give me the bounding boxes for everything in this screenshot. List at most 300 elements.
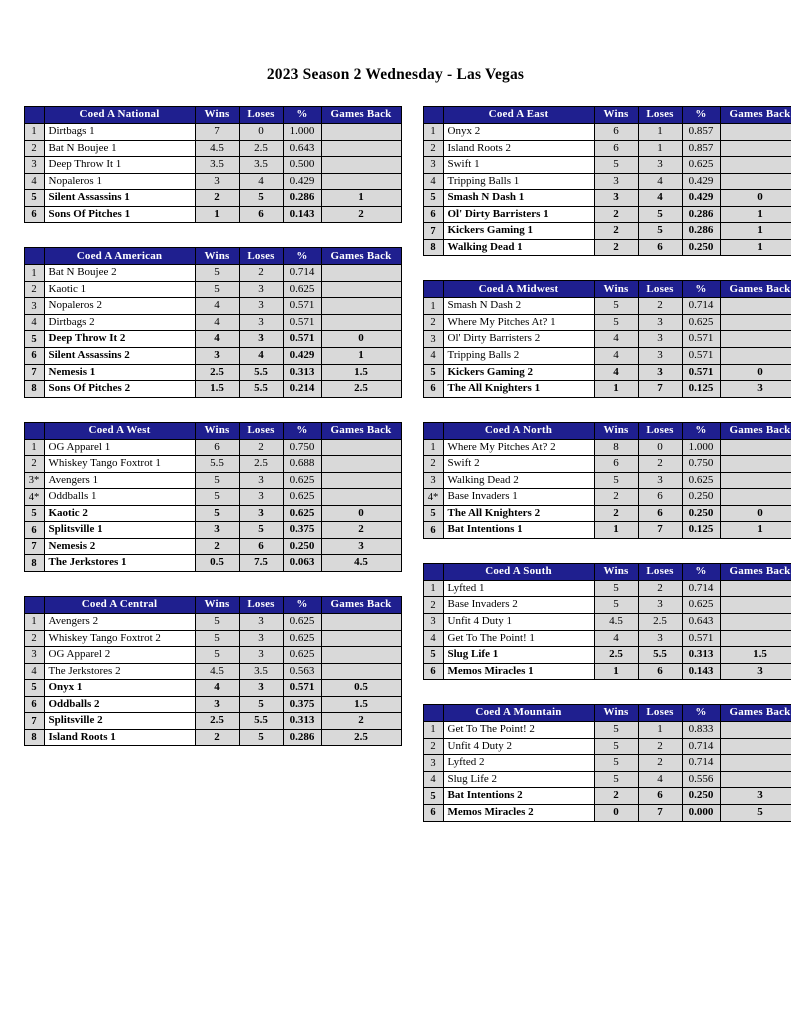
header-loses: Loses xyxy=(638,281,682,298)
cell-wins: 2 xyxy=(195,190,239,207)
cell-loses: 2 xyxy=(239,439,283,456)
cell-wins: 1 xyxy=(594,663,638,680)
cell-games-back xyxy=(321,647,401,664)
cell-rank: 3* xyxy=(24,472,44,489)
cell-rank: 6 xyxy=(423,804,443,821)
cell-rank: 2 xyxy=(24,456,44,473)
table-row xyxy=(423,804,791,821)
cell-team: Whiskey Tango Foxtrot 2 xyxy=(44,630,195,647)
cell-pct: 0.750 xyxy=(283,439,321,456)
cell-rank: 1 xyxy=(24,439,44,456)
standings-table xyxy=(423,422,791,539)
cell-games-back: 1 xyxy=(321,348,401,365)
cell-team: Splitsville 2 xyxy=(44,713,195,730)
header-division: Coed A National xyxy=(44,107,195,124)
cell-games-back: 1 xyxy=(720,206,791,223)
cell-rank: 6 xyxy=(24,696,44,713)
cell-loses: 3 xyxy=(638,157,682,174)
cell-loses: 3.5 xyxy=(239,157,283,174)
cell-wins: 3 xyxy=(195,173,239,190)
cell-wins: 2 xyxy=(594,206,638,223)
cell-loses: 3 xyxy=(239,331,283,348)
table-row xyxy=(423,173,791,190)
cell-games-back xyxy=(321,472,401,489)
cell-wins: 5.5 xyxy=(195,456,239,473)
cell-team: Island Roots 1 xyxy=(44,729,195,746)
cell-games-back xyxy=(720,630,791,647)
header-loses: Loses xyxy=(239,248,283,265)
header-division: Coed A South xyxy=(443,563,594,580)
cell-pct: 0.429 xyxy=(283,348,321,365)
header-rank xyxy=(24,422,44,439)
cell-loses: 5 xyxy=(239,190,283,207)
cell-team: Smash N Dash 2 xyxy=(443,298,594,315)
cell-games-back xyxy=(321,614,401,631)
cell-wins: 5 xyxy=(594,580,638,597)
cell-loses: 1 xyxy=(638,722,682,739)
cell-games-back xyxy=(720,472,791,489)
table-header-row xyxy=(24,248,401,265)
cell-pct: 0.625 xyxy=(283,614,321,631)
cell-games-back xyxy=(720,580,791,597)
header-rank xyxy=(423,705,443,722)
header-wins: Wins xyxy=(594,705,638,722)
cell-pct: 0.375 xyxy=(283,696,321,713)
cell-loses: 3 xyxy=(239,298,283,315)
cell-pct: 0.250 xyxy=(682,489,720,506)
cell-wins: 3 xyxy=(195,522,239,539)
cell-rank: 6 xyxy=(24,206,44,223)
cell-games-back: 2.5 xyxy=(321,729,401,746)
cell-games-back xyxy=(321,439,401,456)
cell-rank: 4 xyxy=(24,314,44,331)
table-row xyxy=(24,173,401,190)
cell-team: Unfit 4 Duty 2 xyxy=(443,738,594,755)
cell-loses: 7 xyxy=(638,381,682,398)
cell-team: Whiskey Tango Foxtrot 1 xyxy=(44,456,195,473)
cell-games-back: 0.5 xyxy=(321,680,401,697)
table-row xyxy=(423,223,791,240)
cell-pct: 0.714 xyxy=(682,298,720,315)
cell-games-back: 3 xyxy=(720,381,791,398)
cell-wins: 5 xyxy=(195,614,239,631)
table-row xyxy=(24,555,401,572)
cell-games-back xyxy=(720,738,791,755)
cell-team: OG Apparel 1 xyxy=(44,439,195,456)
cell-games-back xyxy=(720,140,791,157)
cell-pct: 0.571 xyxy=(283,331,321,348)
table-row xyxy=(423,456,791,473)
cell-pct: 0.571 xyxy=(682,630,720,647)
page-title: 2023 Season 2 Wednesday - Las Vegas xyxy=(266,66,525,83)
cell-pct: 0.571 xyxy=(682,364,720,381)
cell-pct: 0.313 xyxy=(283,713,321,730)
cell-games-back xyxy=(321,140,401,157)
cell-games-back: 2 xyxy=(321,713,401,730)
cell-team: Base Invaders 1 xyxy=(443,489,594,506)
cell-team: Island Roots 2 xyxy=(443,140,594,157)
cell-games-back: 0 xyxy=(720,505,791,522)
cell-pct: 0.125 xyxy=(682,381,720,398)
cell-rank: 6 xyxy=(24,348,44,365)
cell-rank: 4 xyxy=(423,348,443,365)
cell-rank: 7 xyxy=(24,538,44,555)
table-row xyxy=(423,722,791,739)
cell-rank: 3 xyxy=(423,157,443,174)
cell-games-back xyxy=(321,265,401,282)
cell-rank: 7 xyxy=(24,713,44,730)
cell-pct: 0.556 xyxy=(682,771,720,788)
cell-wins: 0 xyxy=(594,804,638,821)
cell-rank: 4 xyxy=(423,771,443,788)
cell-wins: 5 xyxy=(594,771,638,788)
header-wins: Wins xyxy=(594,563,638,580)
cell-loses: 6 xyxy=(239,538,283,555)
cell-pct: 1.000 xyxy=(283,124,321,141)
table-row xyxy=(423,439,791,456)
table-row xyxy=(423,298,791,315)
table-row xyxy=(24,456,401,473)
cell-loses: 3 xyxy=(239,647,283,664)
cell-team: Sons Of Pitches 2 xyxy=(44,381,195,398)
left-column xyxy=(24,106,392,846)
header-loses: Loses xyxy=(239,422,283,439)
cell-pct: 0.643 xyxy=(682,614,720,631)
table-row xyxy=(24,663,401,680)
cell-rank: 8 xyxy=(24,729,44,746)
cell-rank: 6 xyxy=(423,522,443,539)
header-wins: Wins xyxy=(195,422,239,439)
cell-team: The Jerkstores 1 xyxy=(44,555,195,572)
cell-team: Where My Pitches At? 2 xyxy=(443,439,594,456)
cell-team: Deep Throw It 1 xyxy=(44,157,195,174)
cell-rank: 5 xyxy=(423,788,443,805)
cell-pct: 0.714 xyxy=(682,755,720,772)
table-row xyxy=(423,663,791,680)
cell-rank: 3 xyxy=(423,614,443,631)
header-games-back: Games Back xyxy=(321,107,401,124)
table-row xyxy=(24,381,401,398)
cell-team: Walking Dead 1 xyxy=(443,239,594,256)
cell-loses: 2 xyxy=(638,456,682,473)
cell-wins: 5 xyxy=(594,472,638,489)
cell-team: Memos Miracles 2 xyxy=(443,804,594,821)
cell-team: Kickers Gaming 1 xyxy=(443,223,594,240)
cell-rank: 2 xyxy=(24,140,44,157)
table-row xyxy=(423,314,791,331)
cell-games-back: 4.5 xyxy=(321,555,401,572)
table-row xyxy=(423,580,791,597)
cell-wins: 3 xyxy=(195,348,239,365)
cell-pct: 0.571 xyxy=(682,348,720,365)
cell-rank: 3 xyxy=(24,647,44,664)
cell-pct: 0.571 xyxy=(283,680,321,697)
cell-wins: 5 xyxy=(195,489,239,506)
cell-team: Onyx 1 xyxy=(44,680,195,697)
table-row xyxy=(24,157,401,174)
header-games-back: Games Back xyxy=(321,422,401,439)
cell-pct: 0.143 xyxy=(682,663,720,680)
cell-loses: 3 xyxy=(638,314,682,331)
header-wins: Wins xyxy=(594,281,638,298)
cell-wins: 0.5 xyxy=(195,555,239,572)
cell-pct: 0.625 xyxy=(682,597,720,614)
cell-games-back xyxy=(321,630,401,647)
cell-wins: 4.5 xyxy=(594,614,638,631)
header-games-back: Games Back xyxy=(720,563,791,580)
cell-team: Bat Intentions 2 xyxy=(443,788,594,805)
cell-games-back xyxy=(321,281,401,298)
table-row xyxy=(24,364,401,381)
cell-rank: 6 xyxy=(24,522,44,539)
standings-table xyxy=(423,704,791,821)
header-rank xyxy=(423,563,443,580)
cell-games-back: 1 xyxy=(321,190,401,207)
table-row xyxy=(24,472,401,489)
cell-wins: 2 xyxy=(195,538,239,555)
cell-pct: 0.063 xyxy=(283,555,321,572)
table-row xyxy=(423,381,791,398)
cell-rank: 2 xyxy=(423,140,443,157)
cell-rank: 1 xyxy=(423,124,443,141)
cell-pct: 0.429 xyxy=(682,190,720,207)
cell-loses: 1 xyxy=(638,124,682,141)
table-header-row xyxy=(24,597,401,614)
cell-wins: 4 xyxy=(195,314,239,331)
cell-wins: 5 xyxy=(594,597,638,614)
header-rank xyxy=(423,422,443,439)
table-row xyxy=(423,771,791,788)
cell-pct: 0.714 xyxy=(283,265,321,282)
cell-wins: 3 xyxy=(594,173,638,190)
cell-rank: 4 xyxy=(24,663,44,680)
cell-wins: 5 xyxy=(195,265,239,282)
cell-games-back xyxy=(720,331,791,348)
cell-games-back: 0 xyxy=(321,331,401,348)
table-row xyxy=(423,140,791,157)
cell-rank: 3 xyxy=(423,331,443,348)
cell-loses: 7.5 xyxy=(239,555,283,572)
cell-loses: 6 xyxy=(239,206,283,223)
table-row xyxy=(24,206,401,223)
cell-rank: 1 xyxy=(24,614,44,631)
cell-pct: 0.625 xyxy=(283,472,321,489)
cell-wins: 5 xyxy=(195,647,239,664)
header-division: Coed A East xyxy=(443,107,594,124)
table-row xyxy=(24,265,401,282)
cell-rank: 3 xyxy=(423,472,443,489)
table-row xyxy=(24,439,401,456)
cell-games-back xyxy=(720,173,791,190)
cell-team: Oddballs 1 xyxy=(44,489,195,506)
cell-wins: 5 xyxy=(195,281,239,298)
cell-wins: 6 xyxy=(594,124,638,141)
cell-wins: 4 xyxy=(594,630,638,647)
table-row xyxy=(24,729,401,746)
header-rank xyxy=(24,248,44,265)
cell-team: Slug Life 1 xyxy=(443,647,594,664)
cell-loses: 2 xyxy=(638,738,682,755)
cell-loses: 3 xyxy=(239,614,283,631)
cell-games-back: 0 xyxy=(720,190,791,207)
cell-pct: 0.571 xyxy=(283,314,321,331)
cell-rank: 4 xyxy=(423,630,443,647)
header-pct: % xyxy=(283,422,321,439)
header-games-back: Games Back xyxy=(720,705,791,722)
header-pct: % xyxy=(682,422,720,439)
cell-team: Nemesis 2 xyxy=(44,538,195,555)
cell-wins: 1.5 xyxy=(195,381,239,398)
table-row xyxy=(423,331,791,348)
cell-team: The Jerkstores 2 xyxy=(44,663,195,680)
cell-team: Lyfted 2 xyxy=(443,755,594,772)
cell-loses: 3 xyxy=(638,364,682,381)
header-wins: Wins xyxy=(195,597,239,614)
cell-pct: 0.625 xyxy=(283,647,321,664)
cell-wins: 2 xyxy=(594,239,638,256)
table-row xyxy=(423,647,791,664)
cell-wins: 1 xyxy=(594,522,638,539)
table-header-row xyxy=(423,422,791,439)
cell-rank: 3 xyxy=(24,157,44,174)
table-row xyxy=(24,124,401,141)
header-division: Coed A Mountain xyxy=(443,705,594,722)
cell-team: Kaotic 1 xyxy=(44,281,195,298)
cell-loses: 4 xyxy=(638,190,682,207)
table-row xyxy=(24,647,401,664)
cell-loses: 4 xyxy=(638,173,682,190)
cell-games-back: 3 xyxy=(321,538,401,555)
table-row xyxy=(24,140,401,157)
table-row xyxy=(24,696,401,713)
table-row xyxy=(24,298,401,315)
cell-wins: 2 xyxy=(195,729,239,746)
table-row xyxy=(24,630,401,647)
header-pct: % xyxy=(283,248,321,265)
cell-team: Dirtbags 1 xyxy=(44,124,195,141)
cell-wins: 5 xyxy=(594,722,638,739)
cell-games-back xyxy=(321,314,401,331)
header-division: Coed A Central xyxy=(44,597,195,614)
cell-loses: 3 xyxy=(638,630,682,647)
header-pct: % xyxy=(682,281,720,298)
cell-rank: 5 xyxy=(423,190,443,207)
cell-pct: 0.643 xyxy=(283,140,321,157)
cell-wins: 4 xyxy=(594,364,638,381)
header-wins: Wins xyxy=(195,248,239,265)
cell-loses: 4 xyxy=(239,348,283,365)
cell-games-back xyxy=(720,348,791,365)
cell-pct: 1.000 xyxy=(682,439,720,456)
header-pct: % xyxy=(682,705,720,722)
table-header-row xyxy=(24,422,401,439)
cell-loses: 6 xyxy=(638,489,682,506)
cell-pct: 0.750 xyxy=(682,456,720,473)
cell-wins: 4.5 xyxy=(195,663,239,680)
cell-rank: 3 xyxy=(423,755,443,772)
cell-rank: 2 xyxy=(423,456,443,473)
cell-games-back: 2 xyxy=(321,522,401,539)
cell-rank: 4* xyxy=(24,489,44,506)
table-row xyxy=(24,505,401,522)
header-loses: Loses xyxy=(638,563,682,580)
header-division: Coed A American xyxy=(44,248,195,265)
cell-pct: 0.313 xyxy=(283,364,321,381)
cell-games-back xyxy=(720,456,791,473)
cell-pct: 0.143 xyxy=(283,206,321,223)
cell-wins: 2.5 xyxy=(195,713,239,730)
cell-team: Get To The Point! 1 xyxy=(443,630,594,647)
cell-loses: 6 xyxy=(638,505,682,522)
cell-team: Splitsville 1 xyxy=(44,522,195,539)
cell-loses: 5.5 xyxy=(638,647,682,664)
cell-wins: 4.5 xyxy=(195,140,239,157)
cell-team: The All Knighters 2 xyxy=(443,505,594,522)
table-row xyxy=(423,472,791,489)
cell-wins: 4 xyxy=(195,680,239,697)
cell-team: Walking Dead 2 xyxy=(443,472,594,489)
table-row xyxy=(423,522,791,539)
cell-pct: 0.429 xyxy=(283,173,321,190)
cell-games-back xyxy=(720,157,791,174)
cell-games-back xyxy=(720,614,791,631)
cell-pct: 0.313 xyxy=(682,647,720,664)
cell-team: Smash N Dash 1 xyxy=(443,190,594,207)
cell-games-back: 3 xyxy=(720,788,791,805)
cell-loses: 3 xyxy=(239,314,283,331)
cell-pct: 0.625 xyxy=(283,505,321,522)
cell-loses: 5 xyxy=(638,206,682,223)
header-games-back: Games Back xyxy=(720,107,791,124)
table-row xyxy=(423,630,791,647)
cell-wins: 2.5 xyxy=(594,647,638,664)
cell-pct: 0.000 xyxy=(682,804,720,821)
table-row xyxy=(24,348,401,365)
table-row xyxy=(24,314,401,331)
cell-games-back xyxy=(720,597,791,614)
table-row xyxy=(24,489,401,506)
cell-rank: 5 xyxy=(423,505,443,522)
cell-games-back xyxy=(720,755,791,772)
standings-table xyxy=(423,280,791,397)
cell-wins: 5 xyxy=(594,314,638,331)
cell-pct: 0.563 xyxy=(283,663,321,680)
header-loses: Loses xyxy=(638,107,682,124)
header-rank xyxy=(423,107,443,124)
cell-rank: 2 xyxy=(24,630,44,647)
cell-pct: 0.286 xyxy=(682,206,720,223)
cell-wins: 4 xyxy=(594,348,638,365)
cell-team: OG Apparel 2 xyxy=(44,647,195,664)
cell-loses: 3 xyxy=(239,505,283,522)
table-row xyxy=(423,597,791,614)
cell-loses: 3 xyxy=(638,597,682,614)
header-loses: Loses xyxy=(638,422,682,439)
table-row xyxy=(423,157,791,174)
cell-wins: 5 xyxy=(195,472,239,489)
cell-team: Swift 1 xyxy=(443,157,594,174)
cell-team: Tripping Balls 2 xyxy=(443,348,594,365)
cell-team: Oddballs 2 xyxy=(44,696,195,713)
cell-wins: 5 xyxy=(594,157,638,174)
cell-games-back xyxy=(321,456,401,473)
table-row xyxy=(423,364,791,381)
standings-table xyxy=(24,596,402,746)
cell-games-back: 3 xyxy=(720,663,791,680)
cell-wins: 2.5 xyxy=(195,364,239,381)
cell-games-back xyxy=(321,663,401,680)
cell-loses: 0 xyxy=(239,124,283,141)
